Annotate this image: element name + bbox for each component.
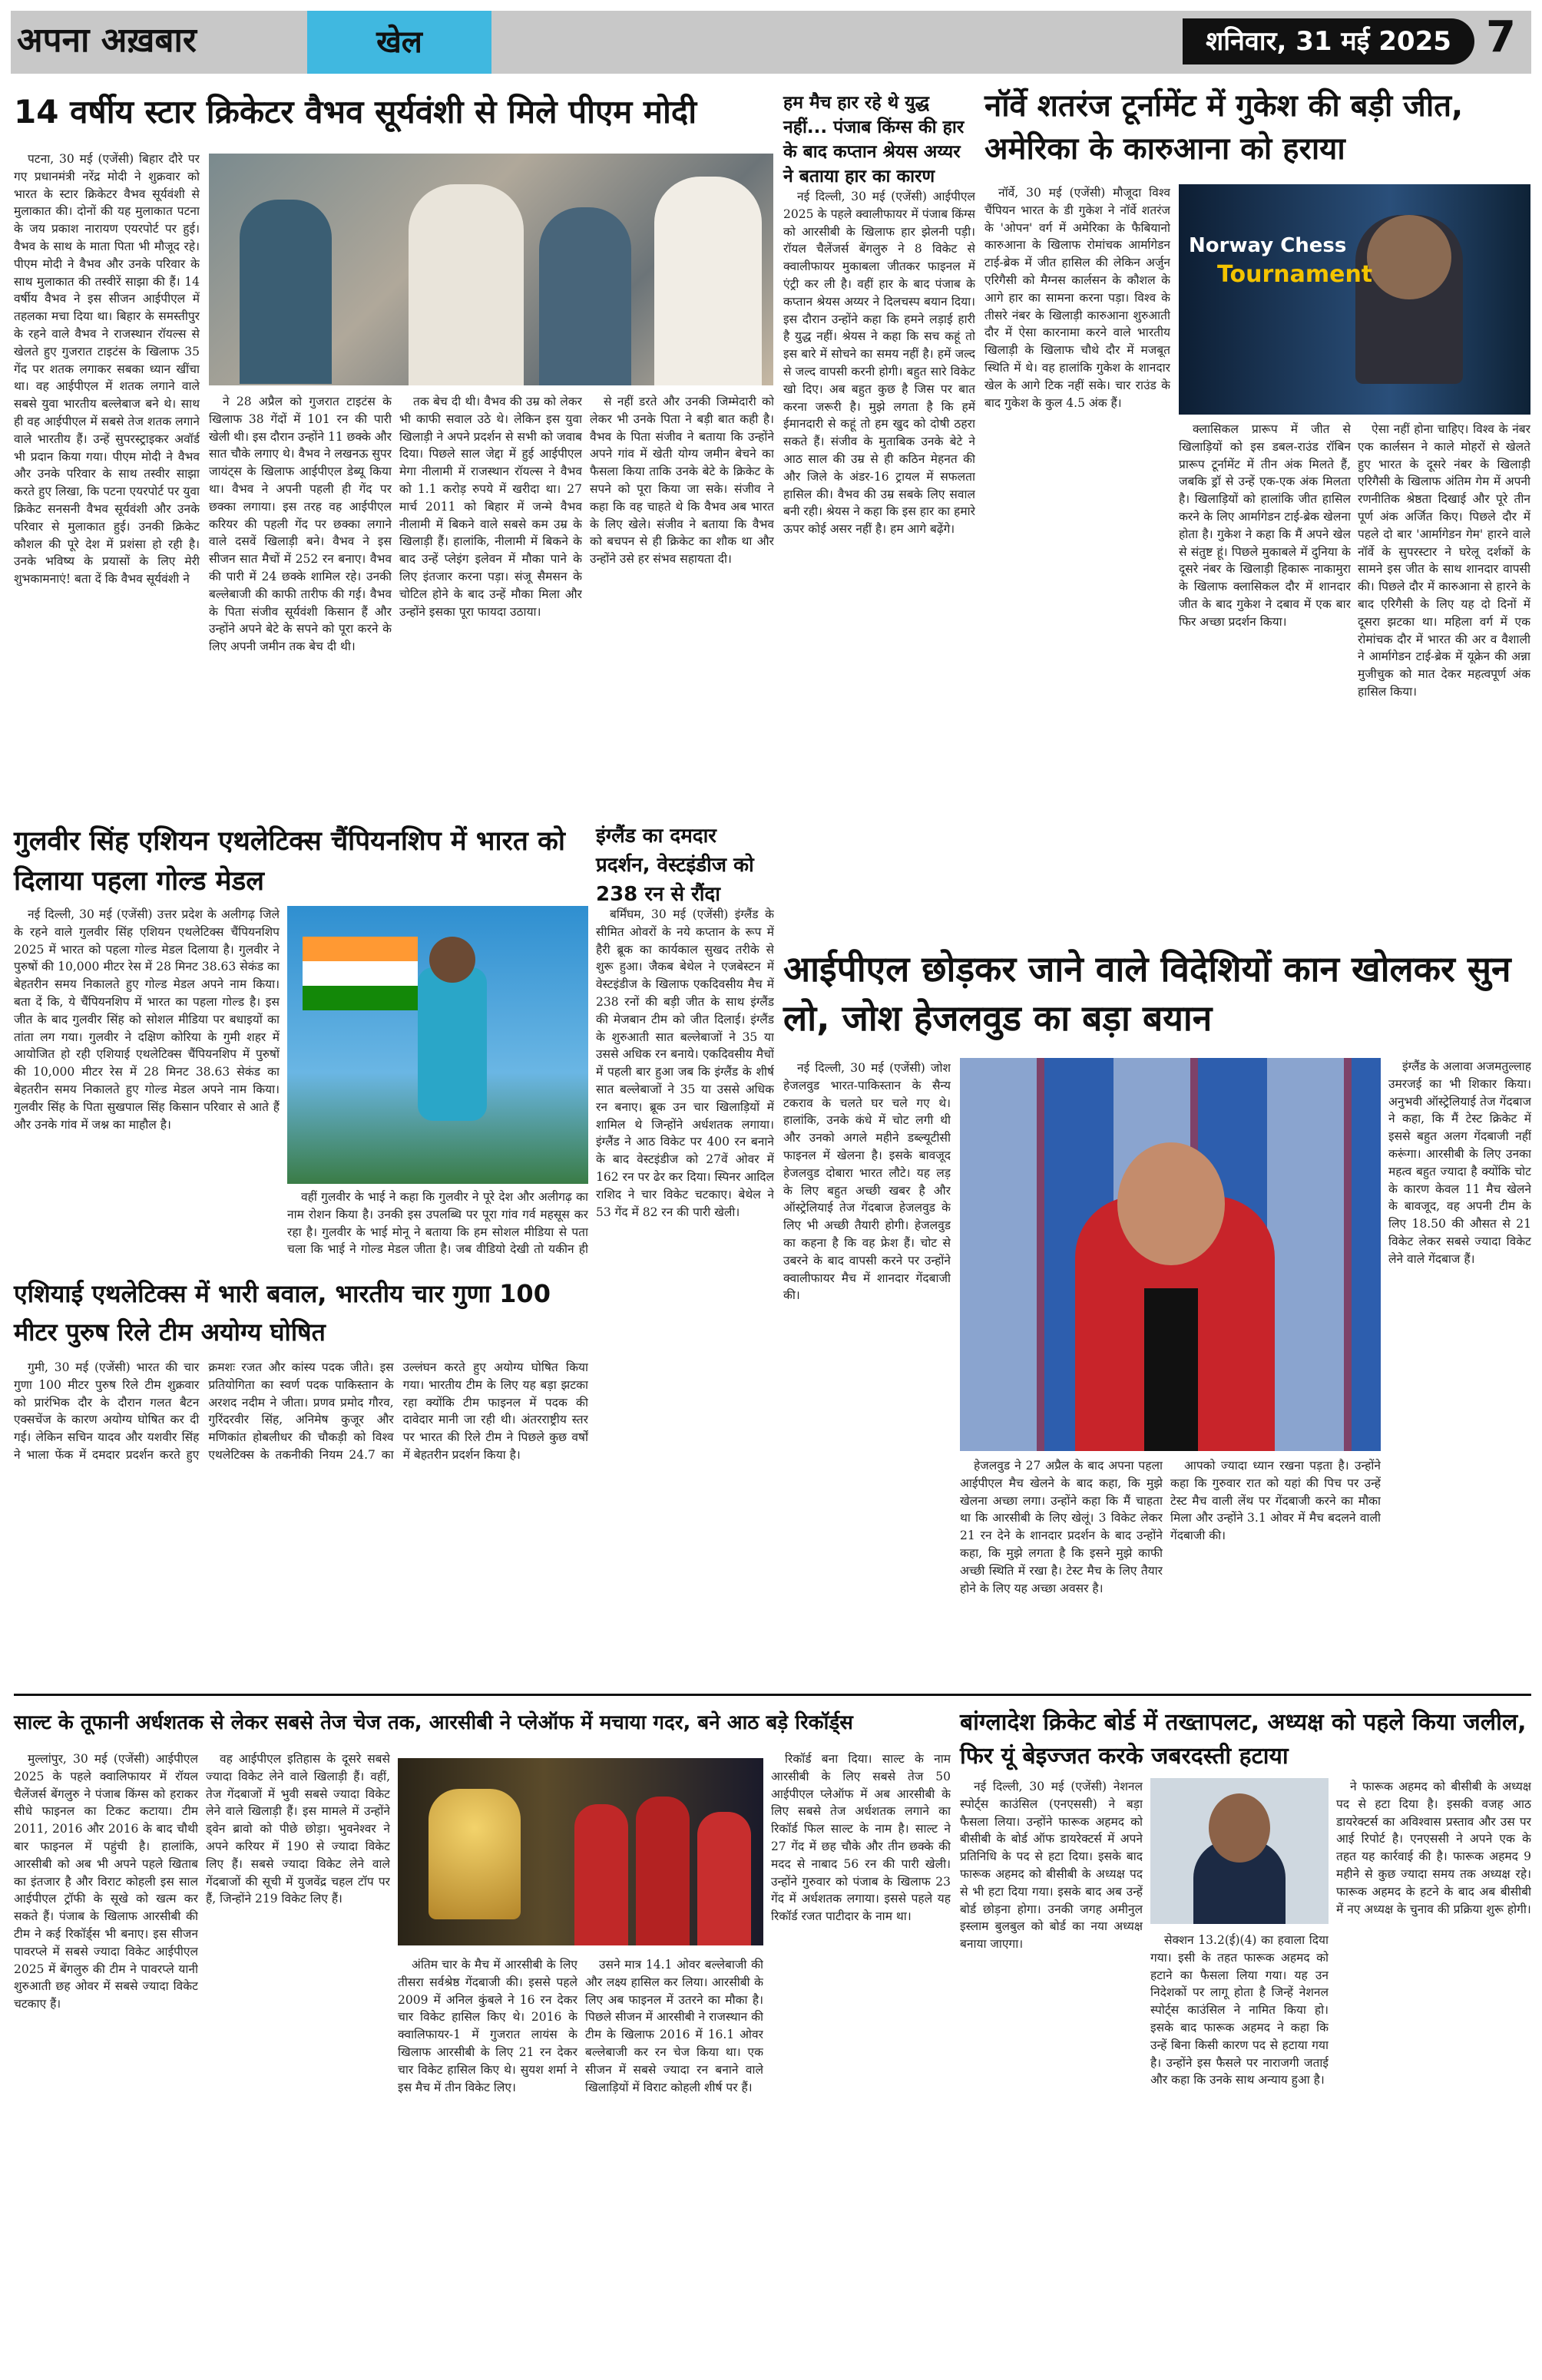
issue-date: शनिवार, 31 मई 2025	[1183, 18, 1474, 64]
article-hazlewood-col1: नई दिल्ली, 30 मई (एजेंसी) जोश हेजलवुड भारत-पाकिस्तान के सैन्य टकराव के चलते घर चले गए थे। हालांकि, उनके कंधे में चोट लगी थी और उनको अगले महीने डब्ल्यूटीसी फाइनल में खेलना है। इसके बावजूद हेजलवुड दोबारा भारत लौटे। यह लड़ के लिए बहुत अच्छी खबर है और ऑस्ट्रेलियाई तेज गेंदबाज हेजलवुड के लिए भी अच्छी तैयारी होगी। हेजलवुड का कहना है कि वह फ्रेश हैं। चोट से उबरने के बाद वापसी करने पर उन्होंने क्वालीफायर मैच में शानदार गेंदबाजी की।	[783, 1061, 951, 1303]
headline-gukesh: नॉर्वे शतरंज टूर्नामेंट में गुकेश की बड़ी जीत, अमेरिका के कारुआना को हराया	[984, 88, 1464, 167]
article-gukesh-col1: नॉर्वे, 30 मई (एजेंसी) मौजूदा विश्व चैंपियन भारत के डी गुकेश ने नॉर्वे शतरंज के 'ओपन' वर्ग में अमेरिका के फैबियानो कारुआना के खिलाफ रोमांचक आर्मागेडन टाई-ब्रेक में जीत हासिल की लेकिन अर्जुन एरिगैसी को मैग्नस कार्लसन के कौशल के आगे हार का सामना करना पड़ा। विश्व के तीसरे नंबर के खिलाड़ी कारुआना शुरुआती दौर में ऐसा कारनामा करने वाले भारतीय खिलाड़ी के खिलाफ चौथे दौर में मजबूत स्थिति में थे। वह हालांकि गुकेश के शानदार खेल के आगे टिक नहीं सके। चार राउंड के बाद गुकेश के कुल 4.5 अंक हैं।	[984, 186, 1170, 410]
headline-rcb-records: साल्ट के तूफानी अर्धशतक से लेकर सबसे तेज चेज तक, आरसीबी ने प्लेऑफ में मचाया गदर, बने आठ बड़े रिकॉर्ड्स	[14, 1711, 853, 1734]
article-gukesh-col2: क्लासिकल प्रारूप में जीत से खिलाड़ियों को इस डबल-राउंड रॉबिन प्रारूप टूर्नामेंट में तीन अंक मिलते हैं, जबकि ड्रॉ से उन्हें एक-एक अंक मिलता है। खिलाड़ियों को हालांकि जीत हासिल करने के लिए आर्मागेडन टाई-ब्रेक खेलना होता है। गुकेश ने कहा कि मैं अपने खेल से संतुष्ट हूं। पिछले मुकाबले में दुनिया के दूसरे नंबर के खिलाड़ी हिकारू नाकामुरा के खिलाफ क्लासिकल दौर में शानदार जीत के बाद गुकेश ने दबाव में एक बार फिर अच्छा प्रदर्शन किया।	[1179, 422, 1351, 629]
article-rcb-col3: अंतिम चार के मैच में आरसीबी के लिए तीसरा सर्वश्रेष्ठ गेंदबाजी की। इससे पहले 2009 में अनिल कुंबले ने 16 रन देकर चार विकेट हासिल किए थे। 2016 के क्वालिफायर-1 में गुजरात लायंस के खिलाफ आरसीबी के लिए 21 रन देकर चार विकेट हासिल किए थे। सुयश शर्मा ने इस मैच में तीन विकेट लिए।	[398, 1958, 577, 2094]
article-gulveer-col1: नई दिल्ली, 30 मई (एजेंसी) उत्तर प्रदेश के अलीगढ़ जिले के रहने वाले गुलवीर सिंह एशियन एथलेटिक्स चैंपियनशिप 2025 में भारत को पहला गोल्ड मेडल दिलाया है। गुलवीर ने पुरुषों की 10,000 मीटर रेस में 28 मिनट 38.63 सेकंड का बेहतरीन समय निकालते हुए गोल्ड मेडल अपने नाम किया। बता दें कि, ये चैंपियनशिप में भारत का पहला गोल्ड है। इस जीत के बाद गुलवीर सिंह को सोशल मीडिया पर बधाइयों का तांता लग गया। गुलवीर ने दक्षिण कोरिया के गुमी शहर में आयोजित हो रही एशियाई एथलेटिक्स चैंपियनशिप में पुरुषों की 10,000 मीटर रेस में 28 मिनट 38.63 सेकंड का बेहतरीन समय निकालते हुए गोल्ड मेडल अपने नाम किया। गुलवीर सिंह के पिता सुखपाल सिंह किसान परिवार से आते हैं और उनके गांव में जश्न का माहौल है।	[14, 907, 280, 1132]
photo-rcb-trophy	[398, 1758, 763, 1945]
article-rcb-col5: रिकॉर्ड बना दिया। साल्ट के नाम आरसीबी के लिए सबसे तेज 50 आईपीएल प्लेऑफ में अब आरसीबी के लिए सबसे तेज अर्धशतक लगाने का रिकॉर्ड फिल साल्ट के नाम है। साल्ट ने 27 गेंद में छह चौके और तीन छक्के की मदद से नाबाद 56 रन की पारी खेली। उन्होंने गुरुवार को पंजाब के खिलाफ 23 गेंद में अर्धशतक लगाया। इससे पहले यह रिकॉर्ड रजत पाटीदार के नाम था।	[771, 1752, 951, 1924]
article-rcb-col2: वह आईपीएल इतिहास के दूसरे सबसे ज्यादा विकेट लेने वाले खिलाड़ी हैं। वहीं, तेज गेंदबाजों में भुवी सबसे ज्यादा विकेट लेने वाले खिलाड़ी हैं। इस मामले में उन्होंने ड्वेन ब्रावो को पीछे छोड़ा। भुवनेश्वर ने अपने करियर में 190 से ज्यादा विकेट लिए हैं। सबसे ज्यादा विकेट लेने वाले गेंदबाजों की सूची में युजवेंद्र चहल टॉप पर हैं, जिन्होंने 219 विकेट लिए हैं।	[206, 1752, 390, 1906]
article-rcb-col4: उसने मात्र 14.1 ओवर बल्लेबाजी की और लक्ष्य हासिल कर लिया। आरसीबी के लिए अब फाइनल में उतरने का मौका है। पिछले सीजन में आरसीबी ने राजस्थान की टीम के खिलाफ 2016 में 16.1 ओवर बल्लेबाजी कर रन चेज किया था। एक सीजन में सबसे ज्यादा रन बनाने वाले खिलाड़ियों में विराट कोहली शीर्ष पर हैं।	[585, 1958, 763, 2094]
article-gulveer-tail: वहीं गुलवीर के भाई ने कहा कि गुलवीर ने पूरे देश और अलीगढ़ का नाम रोशन किया है। उनकी इस उपलब्धि पर पूरा गांव गर्व महसूस कर रहा है। गुलवीर के भाई मोनू ने बताया कि हम सोशल मीडिया से पता चला कि भाई ने गोल्ड मेडल जीता है। जब वीडियो देखी तो यकीन ही	[287, 1190, 588, 1257]
article-pm-modi-col3: तक बेच दी थी। वैभव की उम्र को लेकर भी काफी सवाल उठे थे। लेकिन इस युवा खिलाड़ी ने अपने प्रदर्शन से सभी को जवाब दिया। पिछले साल जेद्दा में हुई आईपीएल मेगा नीलामी में राजस्थान रॉयल्स ने वैभव को 1.1 करोड़ रुपये में खरीदा था। 27 मार्च 2011 को बिहार में जन्मे वैभव नीलामी में बिकने वाले सबसे कम उम्र के खिलाड़ी हैं। हालांकि, नीलामी में बिकने के बाद उन्हें प्लेइंग इलेवन में मौका पाने के लिए इंतजार करना पड़ा। संजू सैमसन के चोटिल होने के बाद उन्हें मौका मिला और उन्होंने इसका पूरा फायदा उठाया।	[399, 395, 582, 619]
article-bangladesh-col2: सेक्शन 13.2(ई)(4) का हवाला दिया गया। इसी के तहत फारूक अहमद को हटाने का फैसला लिया गया। यह उन निदेशकों पर लागू होता है जिन्हें नेशनल स्पोर्ट्स काउंसिल ने नामित किया हो। इसके बाद फारूक अहमद ने कहा कि उन्हें बिना किसी कारण पद से हटाया गया है। उन्होंने इस फैसले पर नाराजगी जताई और कहा कि उनके साथ अन्याय हुआ है।	[1150, 1933, 1329, 2087]
article-shreyas-iyer: नई दिल्ली, 30 मई (एजेंसी) आईपीएल 2025 के पहले क्वालीफायर में पंजाब किंग्स को आरसीबी के खिलाफ हार झेलनी पड़ी। रॉयल चैलेंजर्स बेंगलुरु ने 8 विकेट से क्वालीफायर मुकाबला जीतकर फाइनल में एंट्री कर ली है। वहीं हार के बाद पंजाब के कप्तान श्रेयस अय्यर ने दिलचस्प बयान दिया। इस दौरान उन्होंने कहा कि हमने लड़ाई हारी है युद्ध नहीं। श्रेयस ने कहा कि सच कहूं तो इस बारे में सोचने का समय नहीं है। हमें जल्द से जल्द वापसी करनी होगी। बहुत सारे विकेट खो दिए। अब बहुत कुछ है जिस पर बात करना जरूरी है। मुझे लगता है कि हमें ईमानदारी से कहूं तो हम खुद को दोषी ठहरा सकते हैं। संजीव के मुताबिक उनके बेटे ने आठ साल की उम्र से ही कठिन मेहनत की और जिले के अंडर-16 ट्रायल में सफलता हासिल की। वैभव की उम्र सबके लिए सवाल बनी रही। श्रेयस ने कहा कि इस हार का हमारे ऊपर कोई असर नहीं है। हम आगे बढ़ेंगे।	[783, 190, 975, 537]
article-hazlewood-col2: हेजलवुड ने 27 अप्रैल के बाद अपना पहला आईपीएल मैच खेलने के बाद कहा, कि मुझे खेलना अच्छा लगा। उन्होंने कहा कि मैं चाहता था कि आरसीबी के लिए खेलूं। 3 विकेट लेकर 21 रन देने के शानदार प्रदर्शन के बाद उन्होंने कहा, कि मुझे लगता है कि इसने मुझे काफी अच्छी स्थिति में रखा है। टेस्ट मैच के लिए तैयार होने के लिए यह अच्छा अवसर है।	[960, 1459, 1163, 1595]
photo-caption-norway: Norway Chess	[1189, 234, 1347, 257]
headline-hazlewood: आईपीएल छोड़कर जाने वाले विदेशियों कान खोलकर सुन लो, जोश हेजलवुड का बड़ा बयान	[783, 948, 1511, 1039]
headline-gulveer: गुलवीर सिंह एशियन एथलेटिक्स चैंपियनशिप में भारत को दिलाया पहला गोल्ड मेडल	[14, 826, 565, 897]
article-pm-modi-col4: से नहीं डरते और उनकी जिम्मेदारी को लेकर भी उनके पिता ने बड़ी बात कही है। वैभव के पिता संजीव ने बताया कि उन्होंने अपने गांव में खेती योग्य जमीन बेचने का फैसला किया ताकि उनके बेटे के क्रिकेट के सपने को पूरा किया जा सके। संजीव ने कहा कि वह चाहते थे कि वैभव अब भारत के लिए खेले। संजीव ने बताया कि वैभव को बचपन से ही क्रिकेट का शौक था और उन्होंने उसे हर संभव सहायता दी।	[590, 395, 774, 567]
article-bangladesh-col3: ने फारूक अहमद को बीसीबी के अध्यक्ष पद से हटा दिया है। इसकी वजह आठ डायरेक्टर्स का अविश्वास प्रस्ताव और उस पर आई रिपोर्ट है। एनएससी ने अपने एक के तहत यह कार्रवाई की है। फारूक अहमद 9 महीने से कुछ ज्यादा समय तक अध्यक्ष रहे। फारूक अहमद के हटने के बाद अब बीसीबी में नए अध्यक्ष के चुनाव की प्रक्रिया शुरू होगी।	[1336, 1780, 1531, 1916]
article-rcb-col1: मुल्लांपुर, 30 मई (एजेंसी) आईपीएल 2025 के पहले क्वालिफायर में रॉयल चैलेंजर्स बेंगलुरु ने पंजाब किंग्स को हराकर सीधे फाइनल का टिकट कटाया। टीम 2011, 2016 और 2016 के बाद चौथी बार फाइनल में पहुंची है। हालांकि, आरसीबी को अब भी अपने पहले खिताब का इंतजार है और विराट कोहली इस साल आईपीएल ट्रॉफी के सूखे को खत्म कर सकते हैं। पंजाब के खिलाफ आरसीबी की टीम ने कई रिकॉर्ड्स भी बनाए। इस सीजन पावरप्ले में सबसे ज्यादा विकेट आईपीएल 2025 में बेंगलुरु की टीम ने पावरप्ले यानी शुरुआती छह ओवर में सबसे ज्यादा विकेट चटकाए हैं।	[14, 1752, 198, 2011]
photo-josh-hazlewood	[960, 1058, 1381, 1451]
photo-pm-modi-vaibhav	[209, 154, 773, 385]
newspaper-name: अपना अख़बार	[17, 21, 197, 60]
headline-bangladesh-board: बांग्लादेश क्रिकेट बोर्ड में तख्तापलट, अध्यक्ष को पहले किया जलील, फिर यूं बेइज्जत करके जबरदस्ती हटाया	[960, 1709, 1527, 1770]
photo-faruque-ahmed	[1150, 1778, 1329, 1924]
article-gukesh-col3: ऐसा नहीं होना चाहिए। विश्व के नंबर एक कार्लसन ने काले मोहरों से खेलते हुए भारत के दूसरे नंबर के खिलाड़ी एरिगैसी के खिलाफ अंतिम गेम में अपनी रणनीतिक श्रेष्ठता दिखाई और पूरे तीन पूर्ण अंक अर्जित किए। पिछले दौर में पहले दो बार 'आर्मागेडन गेम' हारने वाले नॉर्वे के सुपरस्टार ने घरेलू दर्शकों के सामने इस जीत के साथ शानदार वापसी की। पिछले दौर में कारुआना से हारने के बाद एरिगैसी के लिए यह दो दिनों में दूसरा झटका था। महिला वर्ग में एक रोमांचक दौर में भारत की अर व वैशाली ने आर्मागेडन टाई-ब्रेक में यूक्रेन की अन्ना मुजीचुक को मात देकर महत्वपूर्ण अंक हासिल किया।	[1358, 422, 1530, 699]
page-number: 7	[1486, 12, 1516, 62]
article-relay: गुमी, 30 मई (एजेंसी) भारत की चार गुणा 100 मीटर पुरुष रिले टीम शुक्रवार को प्रारंभिक दौर के दौरान गलत बैटन एक्सचेंज के कारण अयोग्य घोषित कर दी गई। लेकिन सचिन यादव और यशवीर सिंह ने भाला फेंक में दमदार प्रदर्शन करते हुए क्रमशः रजत और कांस्य पदक जीते। इस प्रतियोगिता का स्वर्ण पदक पाकिस्तान के अरशद नदीम ने जीता। प्रणव प्रमोद गौरव, गुरिंदरवीर सिंह, अनिमेष कुजूर और मणिकांत होबलीधर की चौकड़ी को विश्व एथलेटिक्स के तकनीकी नियम 24.7 का उल्लंघन करते हुए अयोग्य घोषित किया गया। भारतीय टीम के लिए यह बड़ा झटका रहा क्योंकि टीम फाइनल में पदक की दावेदार मानी जा रही थी। अंतरराष्ट्रीय स्तर पर भारत की रिले टीम ने पिछले कुछ वर्षों में बेहतरीन प्रदर्शन किया है।	[14, 1360, 588, 1462]
headline-shreyas-iyer: हम मैच हार रहे थे युद्ध नहीं... पंजाब किंग्स की हार के बाद कप्तान श्रेयस अय्यर ने बताया हार का कारण	[783, 93, 965, 187]
article-england: बर्मिंघम, 30 मई (एजेंसी) इंग्लैंड के सीमित ओवरों के नये कप्तान के रूप में हैरी ब्रूक का कार्यकाल सुखद तरीके से शुरू हुआ। जैकब बेथेल ने एजबेस्टन में वेस्टइंडीज के खिलाफ एकदिवसीय मैच में 238 रनों की बड़ी जीत के साथ इंग्लैंड की मेजबान टीम को जीत दिलाई। इंग्लैंड के शुरुआती सात बल्लेबाजों ने 35 या उससे अधिक रन बनाये। एकदिवसीय मैचों में पहली बार हुआ जब कि इंग्लैंड के शीर्ष सात बल्लेबाजों ने 35 या उससे अधिक रन बनाए। ब्रूक उन चार खिलाड़ियों में शामिल थे जिन्होंने अर्धशतक लगाया। इंग्लैंड ने आठ विकेट पर 400 रन बनाने के बाद वेस्टइंडीज को 27वें ओवर में 162 रन पर ढेर कर दिया। स्पिनर आदिल राशिद ने चार विकेट चटकाए। बेथेल ने 53 गेंद में 82 रन की पारी खेली।	[596, 907, 774, 1219]
section-rule	[14, 1694, 1531, 1696]
photo-caption-tournament: Tournament	[1217, 261, 1373, 288]
article-bangladesh-col1: नई दिल्ली, 30 मई (एजेंसी) नेशनल स्पोर्ट्स काउंसिल (एनएससी) ने बड़ा फैसला लिया। उन्होंने फारूक अहमद को बीसीबी के बोर्ड ऑफ डायरेक्टर्स में अपने प्रतिनिधि के पद से हटा दिया। इसके बाद फारूक अहमद को बीसीबी के अध्यक्ष पद से भी हटा दिया गया। इसके बाद अब उन्हें बोर्ड छोड़ना होगा। उनकी जगह अमीनुल इस्लाम बुलबुल को बोर्ड का नया अध्यक्ष बनाया जाएगा।	[960, 1780, 1143, 1952]
article-pm-modi-col1: पटना, 30 मई (एजेंसी) बिहार दौरे पर गए प्रधानमंत्री नरेंद्र मोदी ने शुक्रवार को भारत के स्टार क्रिकेटर वैभव सूर्यवंशी से मुलाकात की। दोनों की यह मुलाकात पटना के जय प्रकाश नारायण एयरपोर्ट पर हुई। वैभव के साथ के माता पिता भी मौजूद रहे। पीएम मोदी ने वैभव और उनके परिवार के साथ मुलाकात की तस्वीरें साझा की हैं। 14 वर्षीय वैभव ने इस सीजन आईपीएल में तहलका मचा दिया था। बिहार के समस्तीपुर के रहने वाले वैभव ने राजस्थान रॉयल्स से खेलते हुए गुजरात टाइटंस के खिलाफ 35 गेंद पर शतक लगाकर सबका ध्यान खींचा था। वह आईपीएल में शतक लगाने वाले सबसे युवा भारतीय बल्लेबाज बने थे। साथ ही वह आईपीएल में सबसे तेज शतक लगाने वाले भारतीय हैं। उन्हें सुपरस्ट्राइकर अवॉर्ड भी प्रदान किया गया। पीएम मोदी ने वैभव और उनके परिवार के साथ तस्वीर साझा करते हुए लिखा, कि पटना एयरपोर्ट पर युवा क्रिकेट सनसनी वैभव सूर्यवंशी और उनके परिवार से मुलाकात हुई। उनकी क्रिकेट कौशल की पूरे देश में प्रशंसा हो रही है। उनके भविष्य के प्रयासों के लिए मेरी शुभकामनाएं! बता दें कि वैभव सूर्यवंशी ने	[14, 152, 200, 587]
photo-norway-chess	[1179, 184, 1530, 415]
headline-relay: एशियाई एथलेटिक्स में भारी बवाल, भारतीय चार गुणा 100 मीटर पुरुष रिले टीम अयोग्य घोषित	[14, 1279, 551, 1347]
headline-england: इंग्लैंड का दमदार प्रदर्शन, वेस्टइंडीज को 238 रन से रौंदा	[596, 825, 754, 906]
photo-gulveer-singh	[287, 906, 588, 1184]
article-hazlewood-col4: इंग्लैंड के अलावा अजमतुल्लाह उमरजई का भी शिकार किया। अनुभवी ऑस्ट्रेलियाई तेज गेंदबाज ने कहा, कि मैं टेस्ट क्रिकेट में इससे बहुत अलग गेंदबाजी नहीं करूंगा। आरसीबी के लिए उनका महत्व बहुत ज्यादा है क्योंकि चोट के कारण केवल 11 मैच खेलने के बावजूद, वह अपनी टीम के लिए 18.50 की औसत से 21 विकेट लेकर सबसे ज्यादा विकेट लेने वाले गेंदबाज हैं।	[1388, 1059, 1531, 1266]
article-pm-modi-col2: ने 28 अप्रैल को गुजरात टाइटंस के खिलाफ 38 गेंदों में 101 रन की पारी खेली थी। इस दौरान उन्होंने 11 छक्के और सात चौके लगाए थे। वैभव ने लखनऊ सुपर जायंट्स के खिलाफ आईपीएल डेब्यू किया था। वैभव ने अपनी पहली ही गेंद पर छक्का लगाया। इस तरह वह आईपीएल करियर की पहली गेंद पर छक्का लगाने वाले दसवें खिलाड़ी बने। वैभव ने इस सीजन सात मैचों में 252 रन बनाए। वैभव की पारी में 24 छक्के शामिल रहे। उनकी बल्लेबाजी की काफी तारीफ की गई। वैभव के पिता संजीव सूर्यवंशी किसान हैं और उन्होंने अपने बेटे के सपने को पूरा करने के लिए अपनी जमीन तक बेच दी थी।	[209, 395, 392, 654]
headline-pm-modi: 14 वर्षीय स्टार क्रिकेटर वैभव सूर्यवंशी से मिले पीएम मोदी	[14, 93, 697, 131]
section-label: खेल	[307, 11, 491, 74]
article-hazlewood-col3: आपको ज्यादा ध्यान रखना पड़ता है। उन्होंने कहा कि गुरुवार रात को यहां की पिच पर उन्हें टेस्ट मैच वाली लेंथ पर गेंदबाजी करने का मौका मिला और उन्होंने 3.1 ओवर में मैच बदलने वाली गेंदबाजी की।	[1170, 1459, 1381, 1543]
